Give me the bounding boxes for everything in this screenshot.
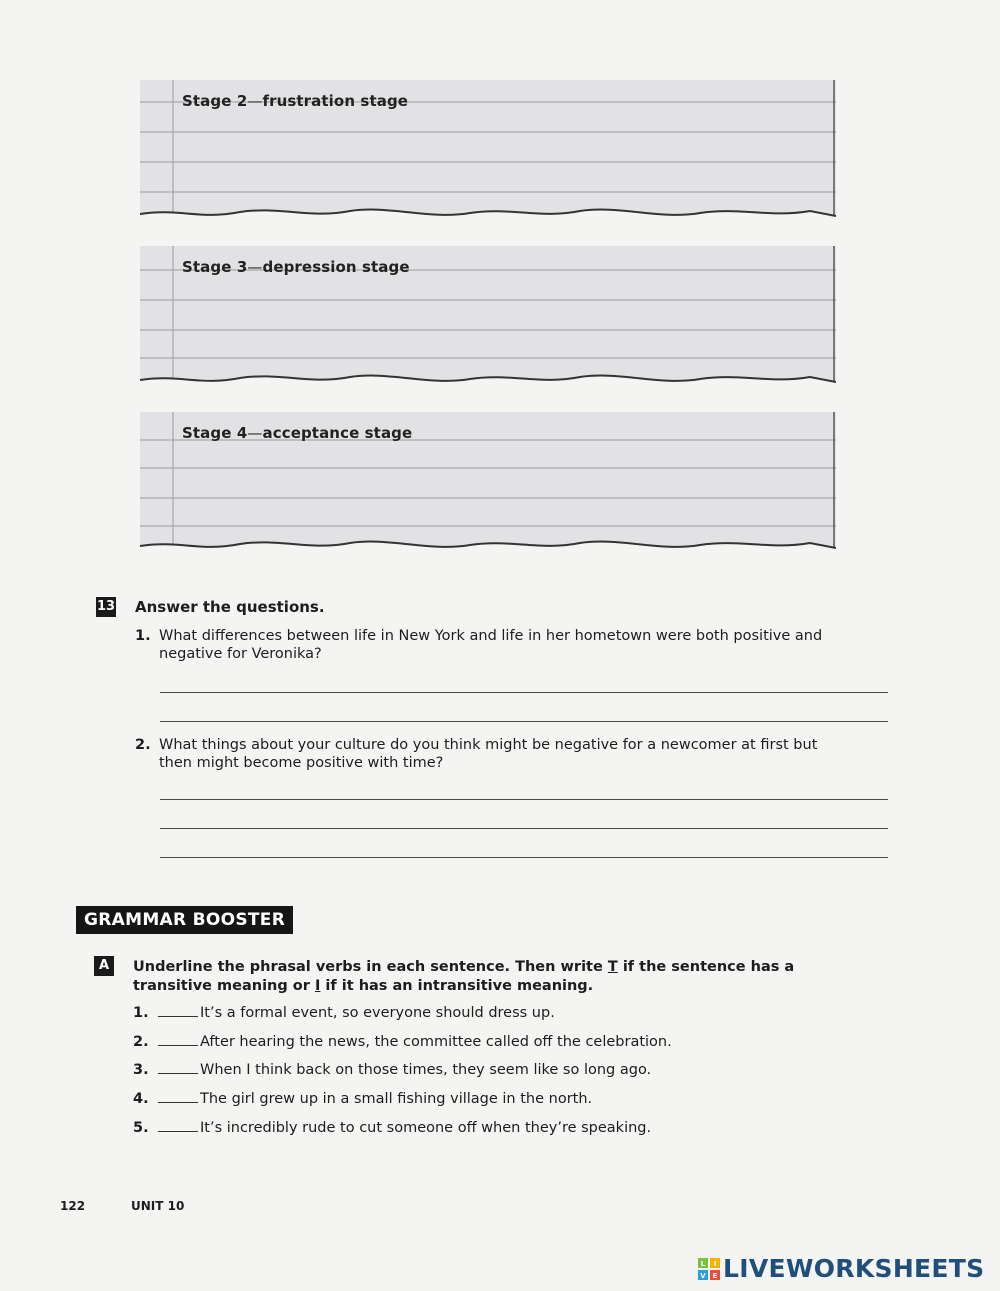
answer-blank[interactable] xyxy=(158,1035,198,1046)
brand-text: LIVEWORKSHEETS xyxy=(723,1254,985,1283)
question-number: 2. xyxy=(135,737,151,753)
answer-blank[interactable] xyxy=(158,1006,198,1017)
exercise-letter: A xyxy=(94,956,114,976)
sentence-3 xyxy=(133,1062,651,1078)
answer-blank[interactable] xyxy=(158,1063,198,1074)
liveworksheets-logo-icon xyxy=(698,1258,720,1280)
exercise-heading: Answer the questions. xyxy=(135,598,325,616)
sentence-4 xyxy=(133,1091,592,1107)
question-text: What things about your culture do you think might be negative for a newcomer at first but then might become positive with time? xyxy=(159,737,818,771)
answer-blank[interactable] xyxy=(158,1121,198,1132)
unit-label: UNIT 10 xyxy=(131,1199,185,1213)
stage-box-2 xyxy=(140,80,836,220)
exercise-instruction: Underline the phrasal verbs in each sentence. Then write T if the sentence has a transitive meaning or I if it has an intransitive meaning. xyxy=(133,959,795,994)
sentence-number: 4. xyxy=(133,1091,149,1107)
sentence-5 xyxy=(133,1120,651,1136)
sentence-number: 1. xyxy=(133,1005,149,1021)
page-number: 122 xyxy=(60,1199,86,1213)
stage-title: Stage 4—acceptance stage xyxy=(182,424,413,442)
stage-title: Stage 2—frustration stage xyxy=(182,92,409,110)
liveworksheets-brand xyxy=(698,1254,984,1283)
answer-blank[interactable] xyxy=(158,1092,198,1103)
stage-box-3 xyxy=(140,246,836,386)
sentence-text: After hearing the news, the committee called off the celebration. xyxy=(200,1034,672,1050)
svg-text:L: L xyxy=(700,1259,706,1268)
answer-line[interactable] xyxy=(160,799,888,800)
exercise-number: 13 xyxy=(96,597,116,617)
question-2 xyxy=(135,736,855,772)
question-text: What differences between life in New York and life in her hometown were both positive and negative for Veronika? xyxy=(159,628,823,662)
svg-text:V: V xyxy=(700,1271,706,1280)
sentence-number: 5. xyxy=(133,1120,149,1136)
sentence-text: The girl grew up in a small fishing village in the north. xyxy=(200,1091,593,1107)
sentence-text: When I think back on those times, they seem like so long ago. xyxy=(200,1062,652,1078)
answer-line[interactable] xyxy=(160,692,888,693)
sentence-1 xyxy=(133,1005,555,1021)
svg-text:I: I xyxy=(713,1259,717,1268)
answer-line[interactable] xyxy=(160,857,888,858)
stage-box-4 xyxy=(140,412,836,552)
sentence-text: It’s incredibly rude to cut someone off when they’re speaking. xyxy=(200,1120,652,1136)
answer-line[interactable] xyxy=(160,828,888,829)
question-number: 1. xyxy=(135,628,151,644)
question-1 xyxy=(135,627,855,663)
sentence-text: It’s a formal event, so everyone should dress up. xyxy=(200,1005,555,1021)
grammar-booster-banner: GRAMMAR BOOSTER xyxy=(76,906,293,934)
sentence-number: 2. xyxy=(133,1034,149,1050)
svg-text:E: E xyxy=(712,1271,718,1280)
sentence-2 xyxy=(133,1034,672,1050)
answer-line[interactable] xyxy=(160,721,888,722)
sentence-number: 3. xyxy=(133,1062,149,1078)
stage-title: Stage 3—depression stage xyxy=(182,258,410,276)
